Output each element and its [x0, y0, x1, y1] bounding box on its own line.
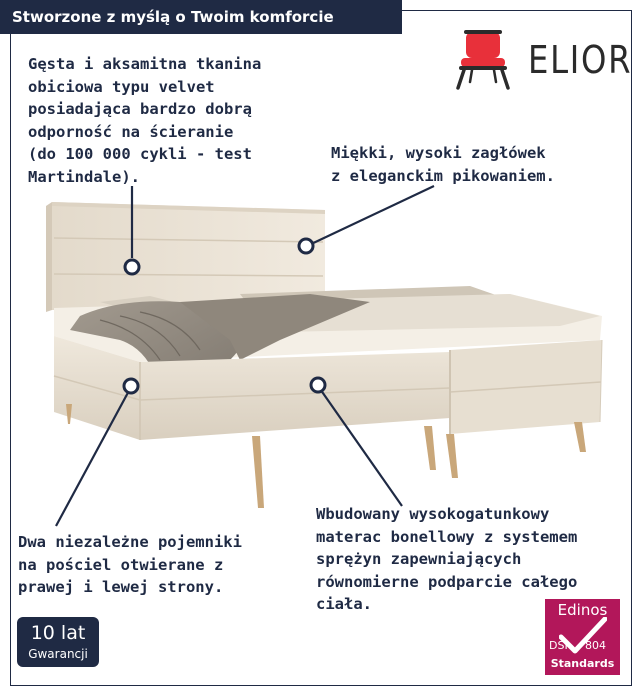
callout-headboard: Miękki, wysoki zagłówek z eleganckim pikowaniem. [331, 144, 555, 185]
pointer-dot-headboard [299, 239, 313, 253]
header-title: Stworzone z myślą o Twoim komforcie [12, 8, 334, 26]
cert-brand: Edinos [557, 601, 608, 619]
warranty-badge [17, 617, 99, 667]
callout-storage: Dwa niezależne pojemniki na pościel otwierane z prawej i lewej strony. [18, 533, 242, 596]
pointer-dot-storage [124, 379, 138, 393]
callout-fabric: Gęsta i aksamitna tkanina obiciowa typu velvet posiadająca bardzo dobrą odporność na ścieranie (do 100 000 cykli - test Martindale). [28, 55, 262, 186]
cert-number: 804 [585, 639, 606, 652]
pointer-line-mattress [318, 386, 402, 506]
certification-badge [545, 599, 620, 675]
warranty-years: 10 lat [30, 622, 86, 644]
pointer-dot-mattress [311, 378, 325, 392]
pointer-dot-fabric [125, 260, 139, 274]
pointer-line-headboard [307, 186, 434, 246]
callout-mattress: Wbudowany wysokogatunkowy materac bonellowy z systemem sprężyn zapewniających równomierne podparcie całego ciała. [316, 505, 578, 613]
cert-standards: Standards [550, 657, 615, 670]
warranty-label: Gwarancji [28, 647, 88, 661]
cert-prefix: DSI [549, 639, 568, 652]
pointer-line-storage [56, 387, 131, 526]
brand-name: ELIOR [528, 38, 633, 82]
